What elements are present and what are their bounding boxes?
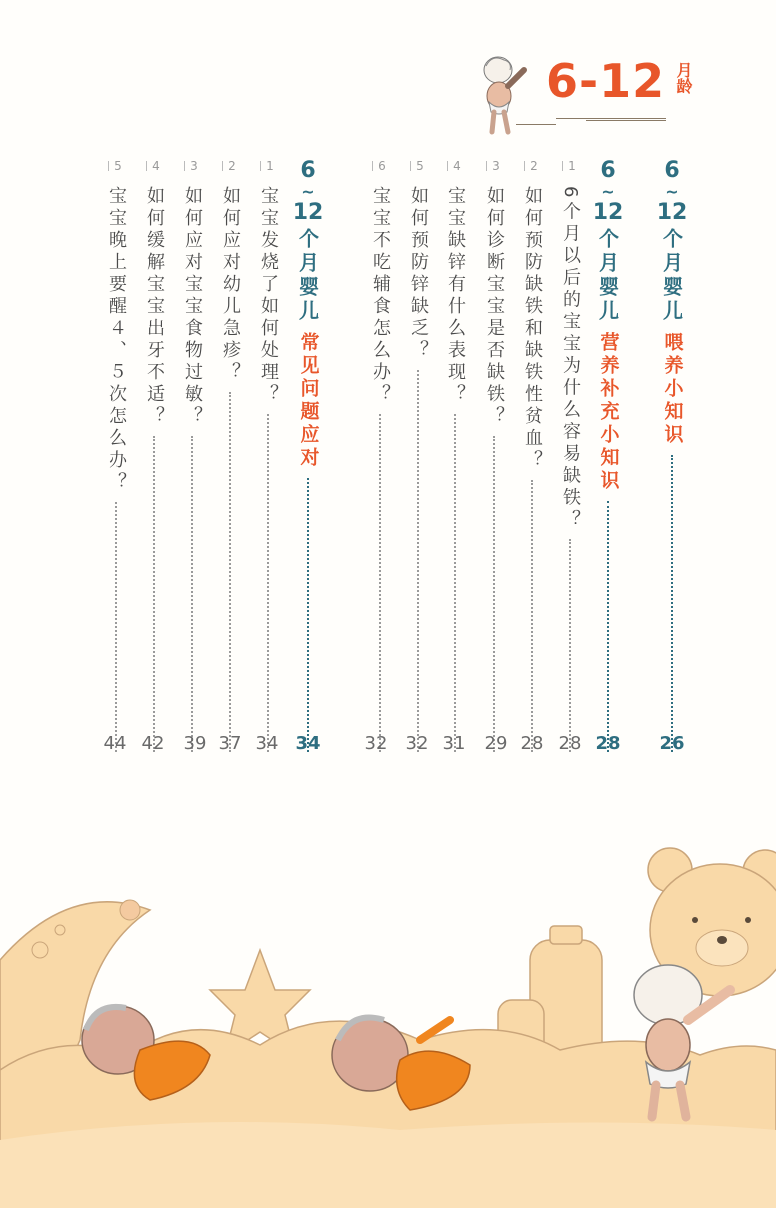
item-page-number: 39 bbox=[183, 733, 207, 754]
toc-section-feeding[interactable] bbox=[657, 160, 687, 760]
item-page-number: 42 bbox=[141, 733, 165, 754]
dot-leader bbox=[607, 501, 609, 752]
item-page-number: 44 bbox=[103, 733, 127, 754]
item-number: 6 bbox=[374, 160, 386, 172]
age-range-title: 6-12 bbox=[546, 54, 666, 108]
header-rule bbox=[586, 120, 666, 121]
toc-item[interactable] bbox=[517, 160, 547, 760]
dot-leader bbox=[454, 414, 456, 752]
item-title: 如何预防锌缺乏？ bbox=[408, 186, 429, 362]
section-title: 喂养小知识 bbox=[661, 332, 684, 447]
section-title: 营养补充小知识 bbox=[597, 332, 620, 493]
item-number: 4 bbox=[449, 160, 461, 172]
page-header bbox=[466, 40, 766, 150]
item-number: 5 bbox=[412, 160, 424, 172]
item-title: 6个月以后的宝宝为什么容易缺铁？ bbox=[560, 186, 581, 532]
section-title: 常见问题应对 bbox=[297, 332, 320, 470]
item-page-number: 32 bbox=[364, 733, 388, 754]
section-age: 6 ~ 12 bbox=[592, 158, 624, 225]
section-page-number: 34 bbox=[295, 733, 321, 754]
toc-item[interactable] bbox=[479, 160, 509, 760]
item-title: 如何诊断宝宝是否缺铁？ bbox=[484, 186, 505, 428]
dot-leader bbox=[569, 539, 571, 752]
dot-leader bbox=[531, 480, 533, 752]
item-title: 如何应对宝宝食物过敏？ bbox=[182, 186, 203, 428]
item-page-number: 31 bbox=[442, 733, 466, 754]
section-page-number: 28 bbox=[595, 733, 621, 754]
age-unit-label: 月龄 bbox=[674, 62, 693, 94]
dot-leader bbox=[379, 414, 381, 752]
item-title: 如何应对幼儿急疹？ bbox=[220, 186, 241, 384]
item-title: 宝宝不吃辅食怎么办？ bbox=[370, 186, 391, 406]
dot-leader bbox=[229, 392, 231, 752]
dot-leader bbox=[671, 455, 673, 752]
toc-section-nutrition[interactable] bbox=[593, 160, 623, 760]
section-age: 6 ~ 12 bbox=[292, 158, 324, 225]
toc-item[interactable] bbox=[139, 160, 169, 760]
item-page-number: 29 bbox=[484, 733, 508, 754]
toc-item[interactable] bbox=[365, 160, 395, 760]
dot-leader bbox=[493, 436, 495, 752]
toc-item[interactable] bbox=[403, 160, 433, 760]
item-page-number: 28 bbox=[558, 733, 582, 754]
toc-item[interactable] bbox=[215, 160, 245, 760]
dot-leader bbox=[307, 478, 309, 752]
toc-item[interactable] bbox=[555, 160, 585, 760]
toc-item[interactable] bbox=[440, 160, 470, 760]
toc-section-common-problems[interactable] bbox=[293, 160, 323, 760]
item-number: 4 bbox=[148, 160, 160, 172]
item-title: 如何预防缺铁和缺铁性贫血？ bbox=[522, 186, 543, 472]
dot-leader bbox=[417, 370, 419, 752]
dot-leader bbox=[267, 414, 269, 752]
item-title: 宝宝缺锌有什么表现？ bbox=[445, 186, 466, 406]
toc-item[interactable] bbox=[253, 160, 283, 760]
item-title: 如何缓解宝宝出牙不适？ bbox=[144, 186, 165, 428]
item-page-number: 28 bbox=[520, 733, 544, 754]
item-number: 3 bbox=[488, 160, 500, 172]
header-rule bbox=[556, 118, 666, 119]
item-number: 2 bbox=[224, 160, 236, 172]
item-number: 5 bbox=[110, 160, 122, 172]
section-page-number: 26 bbox=[659, 733, 685, 754]
item-number: 1 bbox=[262, 160, 274, 172]
item-number: 2 bbox=[526, 160, 538, 172]
item-page-number: 37 bbox=[218, 733, 242, 754]
dot-leader bbox=[191, 436, 193, 752]
section-age-word: 个月婴儿 bbox=[659, 228, 684, 324]
item-number: 1 bbox=[564, 160, 576, 172]
item-title: 宝宝发烧了如何处理？ bbox=[258, 186, 279, 406]
item-page-number: 32 bbox=[405, 733, 429, 754]
header-rule bbox=[516, 124, 556, 125]
item-title: 宝宝晚上要醒４、５次怎么办？ bbox=[106, 186, 127, 494]
section-age-word: 个月婴儿 bbox=[295, 228, 320, 324]
toc-item[interactable] bbox=[101, 160, 131, 760]
item-number: 3 bbox=[186, 160, 198, 172]
sleeping-babies-illustration bbox=[0, 840, 776, 1208]
section-age-word: 个月婴儿 bbox=[595, 228, 620, 324]
dot-leader bbox=[115, 502, 117, 752]
dot-leader bbox=[153, 436, 155, 752]
section-age: 6 ~ 12 bbox=[656, 158, 688, 225]
toc-item[interactable] bbox=[177, 160, 207, 760]
item-page-number: 34 bbox=[255, 733, 279, 754]
